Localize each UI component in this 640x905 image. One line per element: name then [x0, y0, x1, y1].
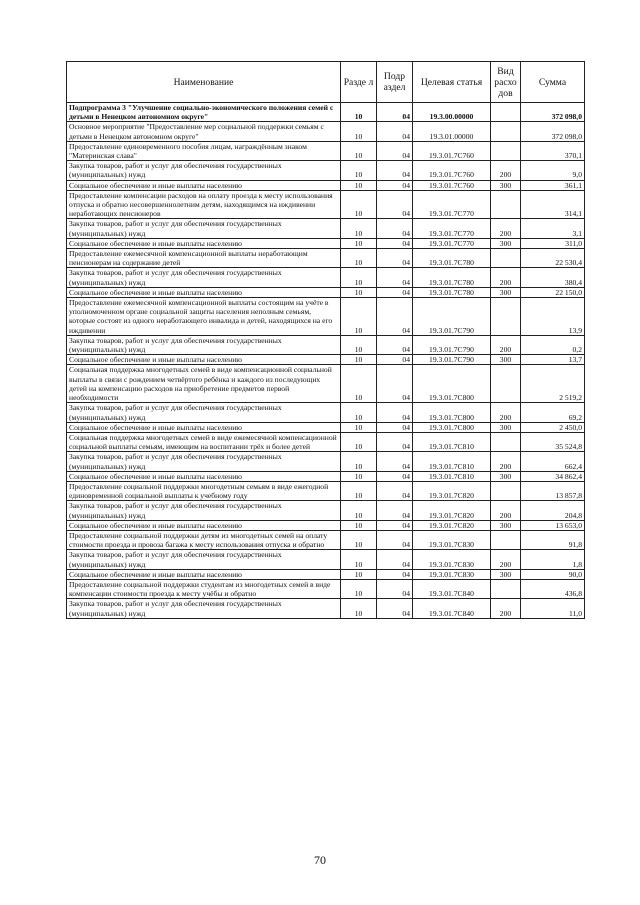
cell-section: 10 — [341, 403, 377, 422]
cell-name: Предоставление социальной поддержки многодетным семьям в виде ежегодной единовременной социальной выплаты к учебному году — [67, 481, 341, 500]
cell-section: 10 — [341, 365, 377, 403]
cell-section: 10 — [341, 501, 377, 520]
header-target: Целевая статья — [413, 62, 491, 103]
table-row — [67, 471, 585, 481]
table-row — [67, 452, 585, 471]
cell-name: Предоставление компенсации расходов на оплату проезда к месту использования отпуска и обратно несовершеннолетним детям, находящимся на иждивении неработающих пенсионеров — [67, 190, 341, 219]
cell-expense-type: 300 — [491, 238, 521, 248]
cell-name: Социальное обеспечение и иные выплаты населению — [67, 180, 341, 190]
cell-subsection: 04 — [377, 501, 413, 520]
cell-target: 19.3.01.7С770 — [413, 238, 491, 248]
cell-target: 19.3.01.7С810 — [413, 432, 491, 451]
cell-target: 19.3.01.7С830 — [413, 550, 491, 569]
cell-sum: 13,9 — [521, 298, 585, 336]
page-number: 70 — [314, 853, 326, 867]
cell-sum: 69,2 — [521, 403, 585, 422]
cell-sum: 11,0 — [521, 599, 585, 618]
cell-expense-type: 200 — [491, 501, 521, 520]
table-row — [67, 403, 585, 422]
cell-section: 10 — [341, 599, 377, 618]
cell-target: 19.3.01.7С790 — [413, 355, 491, 365]
cell-sum: 0,2 — [521, 335, 585, 354]
cell-subsection: 04 — [377, 238, 413, 248]
cell-section: 10 — [341, 103, 377, 122]
cell-target: 19.3.01.7С800 — [413, 365, 491, 403]
cell-section: 10 — [341, 219, 377, 238]
header-expense-type: Вид расхо дов — [491, 62, 521, 103]
cell-name: Основное мероприятие "Предоставление мер социальной поддержки семьям с детьми в Ненецком автономном округе" — [67, 122, 341, 141]
cell-section: 10 — [341, 268, 377, 287]
cell-target: 19.3.01.7С780 — [413, 268, 491, 287]
cell-expense-type — [491, 298, 521, 336]
cell-subsection: 04 — [377, 452, 413, 471]
cell-target: 19.3.01.7С810 — [413, 471, 491, 481]
cell-sum: 370,1 — [521, 141, 585, 160]
cell-expense-type — [491, 365, 521, 403]
cell-subsection: 04 — [377, 122, 413, 141]
cell-expense-type — [491, 122, 521, 141]
cell-name: Закупка товаров, работ и услуг для обеспечения государственных (муниципальных) нужд — [67, 403, 341, 422]
cell-name: Предоставление ежемесячной компенсационной выплаты состоящим на учёте в уполномоченном органе социальной защиты населения неполным семьям, которые состоят из одного неработающего инвалида и детей, находящихся на его иждивении — [67, 298, 341, 336]
cell-expense-type: 200 — [491, 599, 521, 618]
cell-sum: 34 862,4 — [521, 471, 585, 481]
cell-sum: 9,0 — [521, 161, 585, 180]
cell-subsection: 04 — [377, 530, 413, 549]
table-header-row — [67, 62, 585, 103]
cell-expense-type: 200 — [491, 403, 521, 422]
cell-name: Закупка товаров, работ и услуг для обеспечения государственных (муниципальных) нужд — [67, 161, 341, 180]
cell-subsection: 04 — [377, 403, 413, 422]
cell-sum: 22 150,0 — [521, 287, 585, 297]
cell-subsection: 04 — [377, 355, 413, 365]
cell-expense-type: 300 — [491, 180, 521, 190]
cell-sum: 372 098,0 — [521, 103, 585, 122]
cell-expense-type: 200 — [491, 452, 521, 471]
cell-sum: 13 653,0 — [521, 520, 585, 530]
table-row — [67, 422, 585, 432]
header-sum: Сумма — [521, 62, 585, 103]
header-subsection: Подр аздел — [377, 62, 413, 103]
cell-section: 10 — [341, 180, 377, 190]
table-row — [67, 287, 585, 297]
cell-target: 19.3.01.7С830 — [413, 569, 491, 579]
cell-section: 10 — [341, 569, 377, 579]
cell-subsection: 04 — [377, 365, 413, 403]
table-body — [67, 103, 585, 619]
cell-section: 10 — [341, 141, 377, 160]
cell-expense-type: 200 — [491, 219, 521, 238]
table-row — [67, 103, 585, 122]
cell-sum: 90,0 — [521, 569, 585, 579]
cell-subsection: 04 — [377, 569, 413, 579]
cell-name: Социальное обеспечение и иные выплаты населению — [67, 355, 341, 365]
cell-subsection: 04 — [377, 335, 413, 354]
cell-name: Закупка товаров, работ и услуг для обеспечения государственных (муниципальных) нужд — [67, 452, 341, 471]
cell-expense-type: 200 — [491, 550, 521, 569]
table-row — [67, 501, 585, 520]
cell-name: Социальное обеспечение и иные выплаты населению — [67, 471, 341, 481]
cell-section: 10 — [341, 579, 377, 598]
cell-expense-type — [491, 103, 521, 122]
cell-target: 19.3.01.00000 — [413, 122, 491, 141]
cell-target: 19.3.01.7С820 — [413, 501, 491, 520]
cell-expense-type — [491, 141, 521, 160]
cell-sum: 13 857,8 — [521, 481, 585, 500]
cell-sum: 372 098,0 — [521, 122, 585, 141]
cell-target: 19.3.01.7С760 — [413, 161, 491, 180]
cell-sum: 35 524,8 — [521, 432, 585, 451]
table-row — [67, 161, 585, 180]
table-row — [67, 550, 585, 569]
cell-subsection: 04 — [377, 471, 413, 481]
cell-expense-type: 300 — [491, 471, 521, 481]
table-row — [67, 268, 585, 287]
cell-target: 19.3.01.7С760 — [413, 141, 491, 160]
cell-name: Социальная поддержка многодетных семей в виде компенсационной социальной выплаты в связи с рождением четвёртого ребёнка и каждого из последующих детей на компенсацию расходов на приобретение предметов первой необходимости — [67, 365, 341, 403]
cell-target: 19.3.01.7С780 — [413, 287, 491, 297]
cell-sum: 22 530,4 — [521, 249, 585, 268]
table-row — [67, 238, 585, 248]
cell-name: Социальное обеспечение и иные выплаты населению — [67, 520, 341, 530]
cell-sum: 2 450,0 — [521, 422, 585, 432]
header-name: Наименование — [67, 62, 341, 103]
cell-name: Социальное обеспечение и иные выплаты населению — [67, 287, 341, 297]
cell-expense-type: 300 — [491, 422, 521, 432]
table-row — [67, 599, 585, 618]
cell-expense-type — [491, 579, 521, 598]
cell-name: Закупка товаров, работ и услуг для обеспечения государственных (муниципальных) нужд — [67, 550, 341, 569]
cell-section: 10 — [341, 550, 377, 569]
cell-expense-type: 200 — [491, 335, 521, 354]
cell-expense-type — [491, 249, 521, 268]
cell-section: 10 — [341, 298, 377, 336]
table-row — [67, 365, 585, 403]
cell-subsection: 04 — [377, 481, 413, 500]
table-row — [67, 579, 585, 598]
table-row — [67, 122, 585, 141]
table-row — [67, 432, 585, 451]
cell-section: 10 — [341, 249, 377, 268]
cell-sum: 204,8 — [521, 501, 585, 520]
cell-section: 10 — [341, 471, 377, 481]
cell-name: Закупка товаров, работ и услуг для обеспечения государственных (муниципальных) нужд — [67, 599, 341, 618]
cell-target: 19.3.01.7С820 — [413, 520, 491, 530]
cell-section: 10 — [341, 481, 377, 500]
cell-name: Закупка товаров, работ и услуг для обеспечения государственных (муниципальных) нужд — [67, 335, 341, 354]
cell-target: 19.3.01.7С800 — [413, 403, 491, 422]
cell-subsection: 04 — [377, 219, 413, 238]
cell-expense-type — [491, 432, 521, 451]
cell-section: 10 — [341, 238, 377, 248]
cell-subsection: 04 — [377, 422, 413, 432]
cell-subsection: 04 — [377, 520, 413, 530]
cell-subsection: 04 — [377, 579, 413, 598]
cell-section: 10 — [341, 287, 377, 297]
cell-sum: 380,4 — [521, 268, 585, 287]
cell-name: Предоставление ежемесячной компенсационной выплаты неработающим пенсионерам на содержание детей — [67, 249, 341, 268]
table-row — [67, 249, 585, 268]
cell-expense-type: 200 — [491, 161, 521, 180]
table-row — [67, 190, 585, 219]
cell-section: 10 — [341, 520, 377, 530]
table-row — [67, 530, 585, 549]
cell-sum: 13,7 — [521, 355, 585, 365]
cell-name: Закупка товаров, работ и услуг для обеспечения государственных (муниципальных) нужд — [67, 501, 341, 520]
cell-subsection: 04 — [377, 287, 413, 297]
cell-expense-type — [491, 190, 521, 219]
table-row — [67, 355, 585, 365]
cell-name: Закупка товаров, работ и услуг для обеспечения государственных (муниципальных) нужд — [67, 268, 341, 287]
cell-subsection: 04 — [377, 249, 413, 268]
table-row — [67, 335, 585, 354]
cell-section: 10 — [341, 452, 377, 471]
cell-subsection: 04 — [377, 599, 413, 618]
cell-target: 19.3.01.7С790 — [413, 335, 491, 354]
cell-section: 10 — [341, 432, 377, 451]
cell-subsection: 04 — [377, 298, 413, 336]
cell-sum: 1,8 — [521, 550, 585, 569]
header-section: Разде л — [341, 62, 377, 103]
table-row — [67, 520, 585, 530]
cell-name: Предоставление социальной поддержки студентам из многодетных семей в виде компенсации стоимости проезда к месту учёбы и обратно — [67, 579, 341, 598]
table-row — [67, 298, 585, 336]
cell-section: 10 — [341, 122, 377, 141]
cell-section: 10 — [341, 530, 377, 549]
cell-subsection: 04 — [377, 180, 413, 190]
table-row — [67, 569, 585, 579]
table-row — [67, 141, 585, 160]
cell-section: 10 — [341, 422, 377, 432]
cell-subsection: 04 — [377, 103, 413, 122]
cell-sum: 3,1 — [521, 219, 585, 238]
cell-section: 10 — [341, 190, 377, 219]
cell-section: 10 — [341, 335, 377, 354]
cell-target: 19.3.01.7С780 — [413, 249, 491, 268]
cell-target: 19.3.01.7С760 — [413, 180, 491, 190]
cell-target: 19.3.01.7С830 — [413, 530, 491, 549]
cell-subsection: 04 — [377, 268, 413, 287]
cell-sum: 314,1 — [521, 190, 585, 219]
cell-subsection: 04 — [377, 550, 413, 569]
cell-expense-type — [491, 530, 521, 549]
cell-name: Социальное обеспечение и иные выплаты населению — [67, 569, 341, 579]
cell-name: Социальное обеспечение и иные выплаты населению — [67, 422, 341, 432]
cell-target: 19.3.01.7С840 — [413, 579, 491, 598]
cell-sum: 436,8 — [521, 579, 585, 598]
cell-expense-type: 300 — [491, 520, 521, 530]
cell-sum: 361,1 — [521, 180, 585, 190]
cell-subsection: 04 — [377, 141, 413, 160]
cell-name: Социальная поддержка многодетных семей в виде ежемесячной компенсационной социальной выплаты семьям, имеющим на воспитании трёх и более детей — [67, 432, 341, 451]
cell-sum: 662,4 — [521, 452, 585, 471]
cell-section: 10 — [341, 161, 377, 180]
cell-sum: 91,8 — [521, 530, 585, 549]
table-row — [67, 180, 585, 190]
cell-target: 19.3.01.7С770 — [413, 190, 491, 219]
cell-subsection: 04 — [377, 161, 413, 180]
cell-target: 19.3.01.7С800 — [413, 422, 491, 432]
table-row — [67, 219, 585, 238]
cell-target: 19.3.01.7С810 — [413, 452, 491, 471]
cell-name: Закупка товаров, работ и услуг для обеспечения государственных (муниципальных) нужд — [67, 219, 341, 238]
cell-section: 10 — [341, 355, 377, 365]
cell-expense-type — [491, 481, 521, 500]
cell-expense-type: 300 — [491, 569, 521, 579]
cell-target: 19.3.01.7С790 — [413, 298, 491, 336]
cell-name: Предоставление единовременного пособия лицам, награждённым знаком "Материнская слава" — [67, 141, 341, 160]
cell-target: 19.3.01.7С820 — [413, 481, 491, 500]
cell-name: Подпрограмма 3 "Улучшение социально-экономического положения семей с детьми в Ненецком автономном округе" — [67, 103, 341, 122]
cell-subsection: 04 — [377, 190, 413, 219]
cell-name: Предоставление социальной поддержки детям из многодетных семей на оплату стоимости проезда и провоза багажа к месту использования отпуска и обратно — [67, 530, 341, 549]
table-row — [67, 481, 585, 500]
cell-expense-type: 300 — [491, 287, 521, 297]
cell-target: 19.3.00.00000 — [413, 103, 491, 122]
cell-sum: 2 519,2 — [521, 365, 585, 403]
cell-target: 19.3.01.7С770 — [413, 219, 491, 238]
cell-target: 19.3.01.7С840 — [413, 599, 491, 618]
cell-expense-type: 200 — [491, 268, 521, 287]
cell-subsection: 04 — [377, 432, 413, 451]
cell-name: Социальное обеспечение и иные выплаты населению — [67, 238, 341, 248]
cell-expense-type: 300 — [491, 355, 521, 365]
budget-table — [66, 61, 585, 619]
budget-page — [66, 61, 584, 619]
cell-sum: 311,0 — [521, 238, 585, 248]
